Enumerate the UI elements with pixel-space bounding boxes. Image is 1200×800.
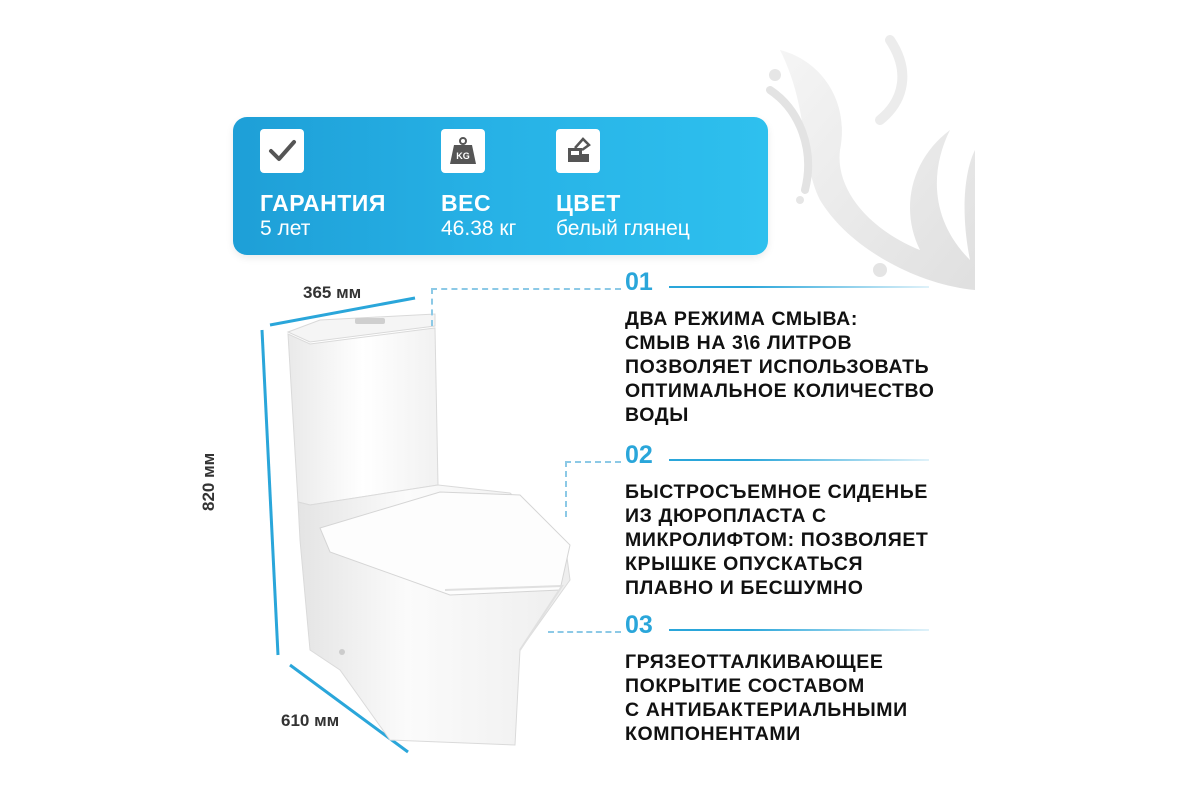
feature-line: КРЫШКЕ ОПУСКАТЬСЯ bbox=[625, 553, 864, 575]
toilet-image bbox=[270, 290, 590, 760]
feature-text bbox=[625, 307, 935, 427]
feature-02 bbox=[625, 443, 928, 600]
dimension-depth-label: 610 мм bbox=[281, 711, 340, 730]
spec-title: ЦВЕТ bbox=[556, 190, 621, 216]
leader-line-02 bbox=[565, 461, 621, 463]
feature-text bbox=[625, 480, 928, 600]
feature-line: ОПТИМАЛЬНОЕ КОЛИЧЕСТВО bbox=[625, 380, 935, 402]
feature-line: ПОКРЫТИЕ СОСТАВОМ bbox=[625, 675, 865, 697]
feature-line: ГРЯЗЕОТТАЛКИВАЮЩЕЕ bbox=[625, 651, 884, 673]
spec-title: ВЕС bbox=[441, 190, 492, 216]
feature-divider bbox=[669, 629, 929, 631]
leader-line-01 bbox=[431, 288, 621, 290]
weight-icon-label: KG bbox=[456, 151, 470, 161]
feature-01 bbox=[625, 270, 935, 427]
dimension-width-label: 365 мм bbox=[303, 283, 362, 302]
leader-line-01-vertical bbox=[431, 288, 433, 326]
feature-line: БЫСТРОСЪЕМНОЕ СИДЕНЬЕ bbox=[625, 481, 928, 503]
feature-03 bbox=[625, 613, 908, 746]
leader-line-03 bbox=[548, 631, 621, 633]
feature-number: 01 bbox=[625, 268, 653, 296]
feature-divider bbox=[669, 286, 929, 288]
feature-number: 02 bbox=[625, 441, 653, 469]
spec-value: 46.38 кг bbox=[441, 217, 517, 240]
feature-line: СМЫВ НА 3\6 ЛИТРОВ bbox=[625, 332, 853, 354]
spec-value: белый глянец bbox=[556, 217, 690, 240]
dimension-height-label: 820 мм bbox=[199, 452, 218, 511]
feature-line: ВОДЫ bbox=[625, 404, 689, 426]
feature-line: ПОЗВОЛЯЕТ ИСПОЛЬЗОВАТЬ bbox=[625, 356, 930, 378]
spec-value: 5 лет bbox=[260, 217, 311, 240]
feature-line: ПЛАВНО И БЕСШУМНО bbox=[625, 577, 864, 599]
feature-text bbox=[625, 650, 908, 746]
spec-title: ГАРАНТИЯ bbox=[260, 190, 386, 216]
feature-line: МИКРОЛИФТОМ: ПОЗВОЛЯЕТ bbox=[625, 529, 929, 551]
feature-line: ИЗ ДЮРОПЛАСТА С bbox=[625, 505, 827, 527]
feature-line: ДВА РЕЖИМА СМЫВА: bbox=[625, 308, 858, 330]
feature-divider bbox=[669, 459, 929, 461]
leader-line-02-vertical bbox=[565, 461, 567, 517]
feature-line: С АНТИБАКТЕРИАЛЬНЫМИ bbox=[625, 699, 908, 721]
feature-line: КОМПОНЕНТАМИ bbox=[625, 723, 801, 745]
feature-number: 03 bbox=[625, 611, 653, 639]
